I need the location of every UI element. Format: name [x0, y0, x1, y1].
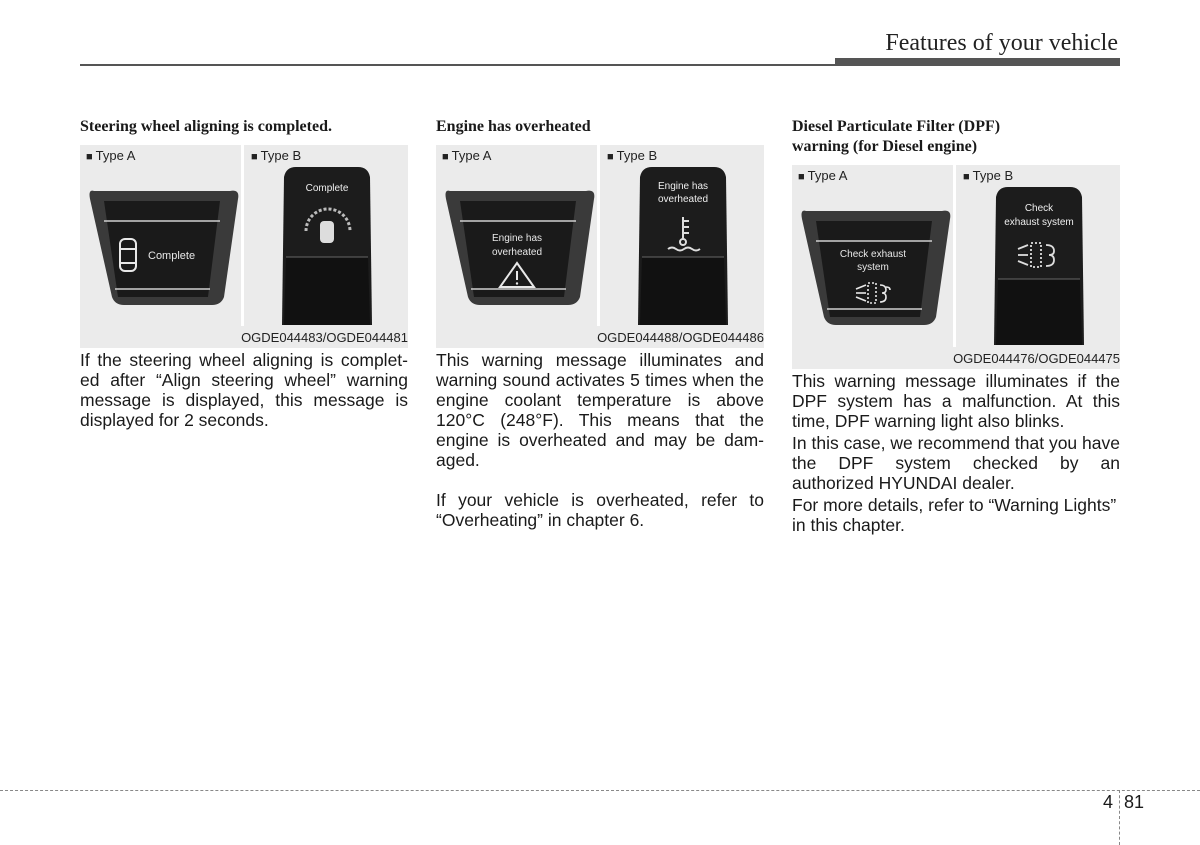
- chapter-number: 4: [1103, 792, 1114, 812]
- page-number: 81: [1124, 792, 1145, 812]
- type-a-label: ■ Type A: [798, 168, 848, 183]
- type-b-label: ■ Type B: [963, 168, 1014, 183]
- body-paragraph: If the steering wheel aligning is complet-ed after “Align steering wheel” warning message is displayed, this message is displayed for 2 seconds.: [80, 350, 408, 430]
- svg-text:overheated: overheated: [657, 194, 709, 205]
- body-paragraph: For more details, refer to “Warning Lights” in this chapter.: [792, 495, 1117, 535]
- body-paragraph: If your vehicle is overheated, refer to “Overheating” in chapter 6.: [436, 490, 764, 530]
- svg-text:overheated: overheated: [491, 247, 543, 258]
- figure-code: OGDE044483/OGDE044481: [241, 330, 408, 345]
- display-type-b: [988, 185, 1088, 347]
- footer-separator: [1119, 790, 1120, 845]
- type-b-label: ■ Type B: [607, 148, 658, 163]
- body-paragraph: This warning message illuminates and warning sound activates 5 times when the engine coolant temperature is above 120°C (248°F). This means that the engine is overheated and may be dam-aged.: [436, 350, 764, 470]
- figure-dpf-warning: [792, 165, 1120, 369]
- display-type-b: [276, 165, 376, 327]
- footer-rule: [0, 790, 1200, 791]
- section-steering-aligning: [80, 117, 408, 430]
- body-paragraph: This warning message illuminates if the DPF system has a malfunction. At this time, DPF warning light also blinks.: [792, 371, 1120, 431]
- display-type-a: [82, 185, 240, 307]
- body-paragraph: In this case, we recommend that you have the DPF system checked by an authorized HYUNDAI dealer.: [792, 433, 1120, 493]
- display-type-a: [438, 185, 596, 307]
- figure-code: OGDE044488/OGDE044486: [597, 330, 764, 345]
- type-a-label: ■ Type A: [86, 148, 136, 163]
- section-dpf-warning: [792, 117, 1120, 535]
- header-rule-bar: [835, 58, 1120, 66]
- figure-code: OGDE044476/OGDE044475: [953, 351, 1120, 366]
- svg-text:Complete: Complete: [305, 183, 349, 194]
- svg-text:system: system: [857, 262, 889, 273]
- type-b-label: ■ Type B: [251, 148, 302, 163]
- header-rule: [80, 64, 835, 66]
- display-type-b: [632, 165, 732, 327]
- svg-text:Engine has: Engine has: [491, 233, 543, 244]
- section-engine-overheated: [436, 117, 764, 530]
- display-type-a: [794, 205, 952, 329]
- figure-engine-overheated: [436, 145, 764, 348]
- type-a-label: ■ Type A: [442, 148, 492, 163]
- svg-text:exhaust system: exhaust system: [1004, 217, 1074, 228]
- svg-text:Check: Check: [1024, 203, 1054, 214]
- svg-text:Complete: Complete: [148, 250, 196, 262]
- running-header: Features of your vehicle: [885, 30, 1118, 56]
- section-heading: Engine has overheated: [436, 118, 591, 135]
- section-heading: Diesel Particulate Filter (DPF) warning (for Diesel engine): [792, 118, 1001, 155]
- svg-text:Check exhaust: Check exhaust: [839, 249, 907, 260]
- figure-steering-aligning: [80, 145, 408, 348]
- section-heading: Steering wheel aligning is completed.: [80, 118, 332, 135]
- svg-text:Engine has: Engine has: [657, 181, 709, 192]
